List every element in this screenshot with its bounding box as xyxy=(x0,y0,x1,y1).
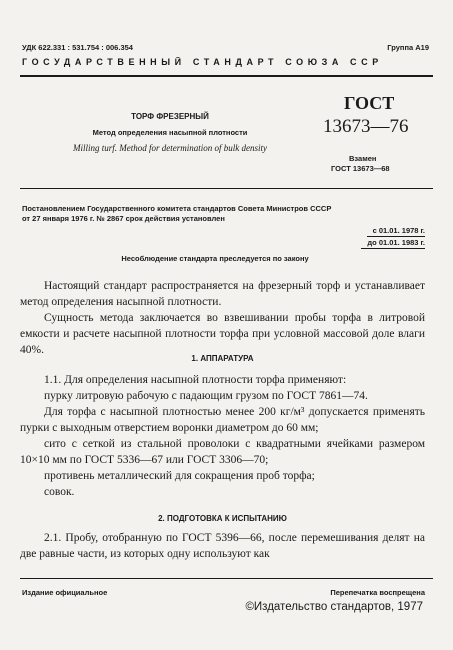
section-2-body xyxy=(20,530,425,562)
decree-line-2: от 27 января 1976 г. № 2867 срок действия установлен xyxy=(22,214,225,223)
section-2-heading: 2. ПОДГОТОВКА К ИСПЫТАНИЮ xyxy=(158,514,287,523)
section-1-heading: 1. АППАРАТУРА xyxy=(191,354,254,363)
copyright-line: ©Издательство стандартов, 1977 xyxy=(245,601,423,613)
footer-rule xyxy=(20,578,433,579)
validity-from: с 01.01. 1978 г. xyxy=(367,226,425,237)
group-label: Группа А19 xyxy=(387,43,429,52)
section-1-paragraph-4: сито с сеткой из стальной проволоки с квадратными ячейками размером 10×10 мм по ГОСТ 5336—67 или ГОСТ 3306—70; xyxy=(20,438,425,466)
section-1-paragraph-2: пурку литровую рабочую с падающим грузом по ГОСТ 7861—74. xyxy=(44,390,368,402)
decree-line-1: Постановлением Государственного комитета стандартов Совета Министров СССР xyxy=(22,204,332,213)
document-subtitle: Метод определения насыпной плотности xyxy=(92,128,248,137)
banner-rule xyxy=(20,75,433,77)
section-1-body xyxy=(20,372,425,500)
replaces-standard: ГОСТ 13673—68 xyxy=(331,164,390,173)
intro-block xyxy=(20,278,425,358)
section-1-paragraph-1: 1.1. Для определения насыпной плотности торфа применяют: xyxy=(44,374,347,386)
section-2-paragraph-1: 2.1. Пробу, отобранную по ГОСТ 5396—66, после перемешивания делят на две равные части, из которых одну используют как xyxy=(20,532,425,560)
replaces-label: Взамен xyxy=(349,154,377,163)
edition-label: Издание официальное xyxy=(22,588,108,597)
section-1-paragraph-5: противень металлический для сокращения проб торфа; xyxy=(44,470,315,482)
state-standard-banner: ГОСУДАРСТВЕННЫЙ СТАНДАРТ СОЮЗА ССР xyxy=(22,57,383,67)
document-title: ТОРФ ФРЕЗЕРНЫЙ xyxy=(131,112,209,121)
legal-notice: Несоблюдение стандарта преследуется по закону xyxy=(121,254,309,263)
validity-to: до 01.01. 1983 г. xyxy=(361,238,425,249)
reprint-notice: Перепечатка воспрещена xyxy=(330,588,425,597)
document-title-english: Milling turf. Method for determination of bulk density xyxy=(73,143,267,153)
gost-number: 13673—76 xyxy=(323,116,409,137)
section-1-paragraph-3: Для торфа с насыпной плотностью менее 200 кг/м³ допускается применять пурки с выходным отверстием воронки диаметром до 60 мм; xyxy=(20,406,425,434)
gost-label: ГОСТ xyxy=(344,93,395,113)
udk-code: УДК 622.331 : 531.754 : 006.354 xyxy=(22,43,133,52)
title-block-rule xyxy=(20,188,433,189)
intro-paragraph-2: Сущность метода заключается во взвешивании пробы торфа в литровой емкости и расчете насыпной плотности торфа при условной массовой доле влаги 40%. xyxy=(20,312,425,356)
section-1-paragraph-6: совок. xyxy=(44,486,75,498)
intro-paragraph-1: Настоящий стандарт распространяется на фрезерный торф и устанавливает метод определения насыпной плотности. xyxy=(20,280,425,308)
